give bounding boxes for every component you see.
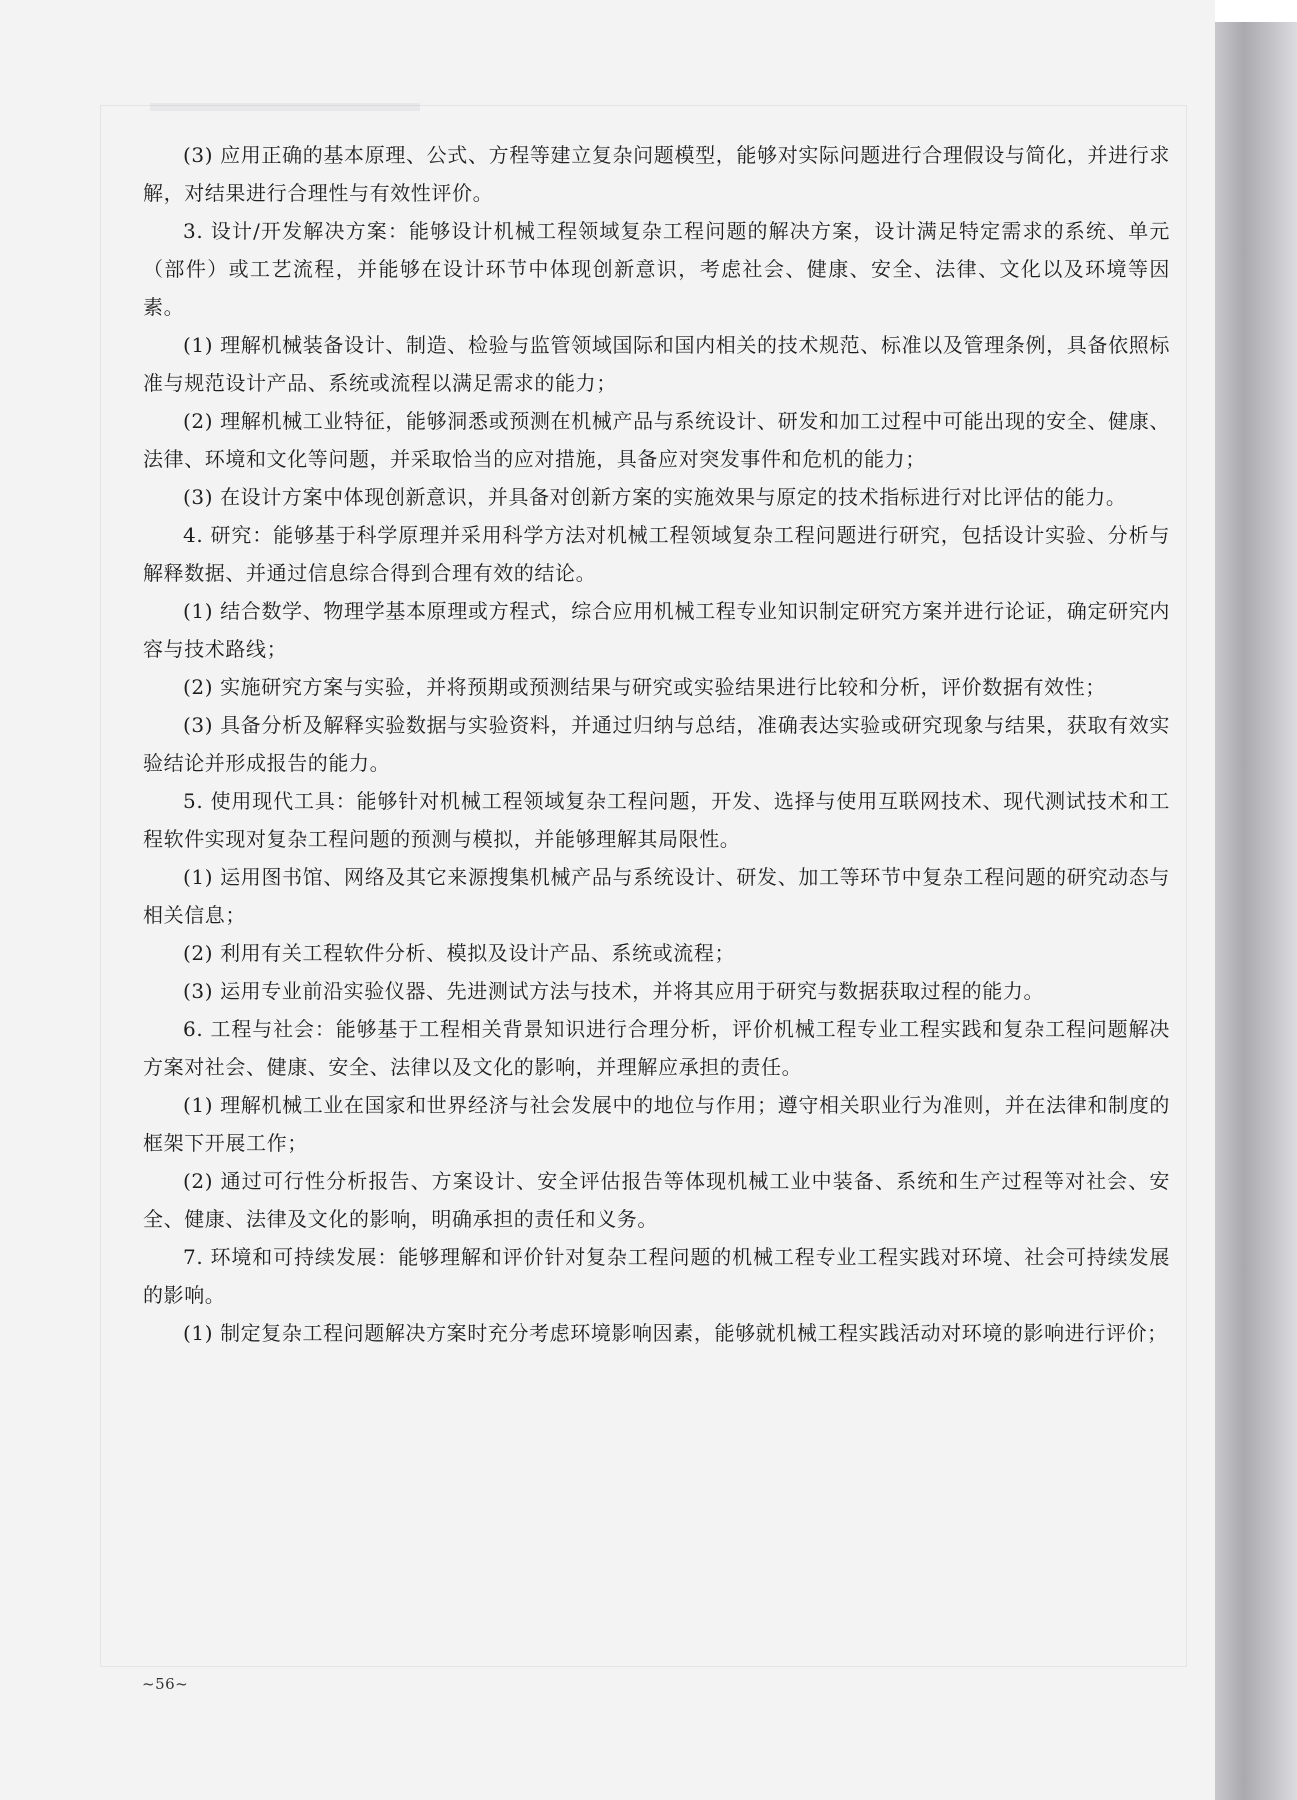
paragraph: (3) 在设计方案中体现创新意识，并具备对创新方案的实施效果与原定的技术指标进行对比评估的能力。 xyxy=(183,485,1127,509)
paragraph: (1) 理解机械装备设计、制造、检验与监管领域国际和国内相关的技术规范、标准以及管理条例，具备依照标准与规范设计产品、系统或流程以满足需求的能力； xyxy=(143,333,1170,395)
paragraph: (3) 应用正确的基本原理、公式、方程等建立复杂问题模型，能够对实际问题进行合理假设与简化，并进行求解，对结果进行合理性与有效性评价。 xyxy=(143,143,1170,205)
paragraph: 6. 工程与社会：能够基于工程相关背景知识进行合理分析，评价机械工程专业工程实践和复杂工程问题解决方案对社会、健康、安全、法律以及文化的影响，并理解应承担的责任。 xyxy=(143,1017,1170,1079)
paragraph: (3) 运用专业前沿实验仪器、先进测试方法与技术，并将其应用于研究与数据获取过程的能力。 xyxy=(183,979,1045,1003)
paragraph: (1) 制定复杂工程问题解决方案时充分考虑环境影响因素，能够就机械工程实践活动对环境的影响进行评价； xyxy=(183,1321,1168,1345)
paragraph: 4. 研究：能够基于科学原理并采用科学方法对机械工程领域复杂工程问题进行研究，包括设计实验、分析与解释数据、并通过信息综合得到合理有效的结论。 xyxy=(143,523,1170,585)
paragraph: 3. 设计/开发解决方案：能够设计机械工程领域复杂工程问题的解决方案，设计满足特定需求的系统、单元（部件）或工艺流程，并能够在设计环节中体现创新意识，考虑社会、健康、安全、法律、文化以及环境等因素。 xyxy=(143,219,1170,319)
page-number: ~56~ xyxy=(142,1675,189,1693)
paragraph: (2) 理解机械工业特征，能够洞悉或预测在机械产品与系统设计、研发和加工过程中可能出现的安全、健康、法律、环境和文化等问题，并采取恰当的应对措施，具备应对突发事件和危机的能力； xyxy=(143,409,1170,471)
faded-header xyxy=(150,103,420,111)
paragraph: (3) 具备分析及解释实验数据与实验资料，并通过归纳与总结，准确表达实验或研究现象与结果，获取有效实验结论并形成报告的能力。 xyxy=(143,713,1170,775)
paragraph: (1) 结合数学、物理学基本原理或方程式，综合应用机械工程专业知识制定研究方案并进行论证，确定研究内容与技术路线； xyxy=(143,599,1170,661)
paragraph: (2) 通过可行性分析报告、方案设计、安全评估报告等体现机械工业中装备、系统和生产过程等对社会、安全、健康、法律及文化的影响，明确承担的责任和义务。 xyxy=(143,1169,1170,1231)
paragraph: (2) 利用有关工程软件分析、模拟及设计产品、系统或流程； xyxy=(183,941,736,965)
edge-highlight xyxy=(1215,0,1297,22)
paragraph: 7. 环境和可持续发展：能够理解和评价针对复杂工程问题的机械工程专业工程实践对环境、社会可持续发展的影响。 xyxy=(143,1245,1170,1307)
body-text xyxy=(143,136,1170,1352)
paragraph: 5. 使用现代工具：能够针对机械工程领域复杂工程问题，开发、选择与使用互联网技术、现代测试技术和工程软件实现对复杂工程问题的预测与模拟，并能够理解其局限性。 xyxy=(143,789,1170,851)
paragraph: (2) 实施研究方案与实验，并将预期或预测结果与研究或实验结果进行比较和分析，评价数据有效性； xyxy=(183,675,1106,699)
paragraph: (1) 理解机械工业在国家和世界经济与社会发展中的地位与作用；遵守相关职业行为准则，并在法律和制度的框架下开展工作； xyxy=(143,1093,1170,1155)
paragraph: (1) 运用图书馆、网络及其它来源搜集机械产品与系统设计、研发、加工等环节中复杂工程问题的研究动态与相关信息； xyxy=(143,865,1170,927)
book-binding-edge xyxy=(1215,0,1297,1800)
